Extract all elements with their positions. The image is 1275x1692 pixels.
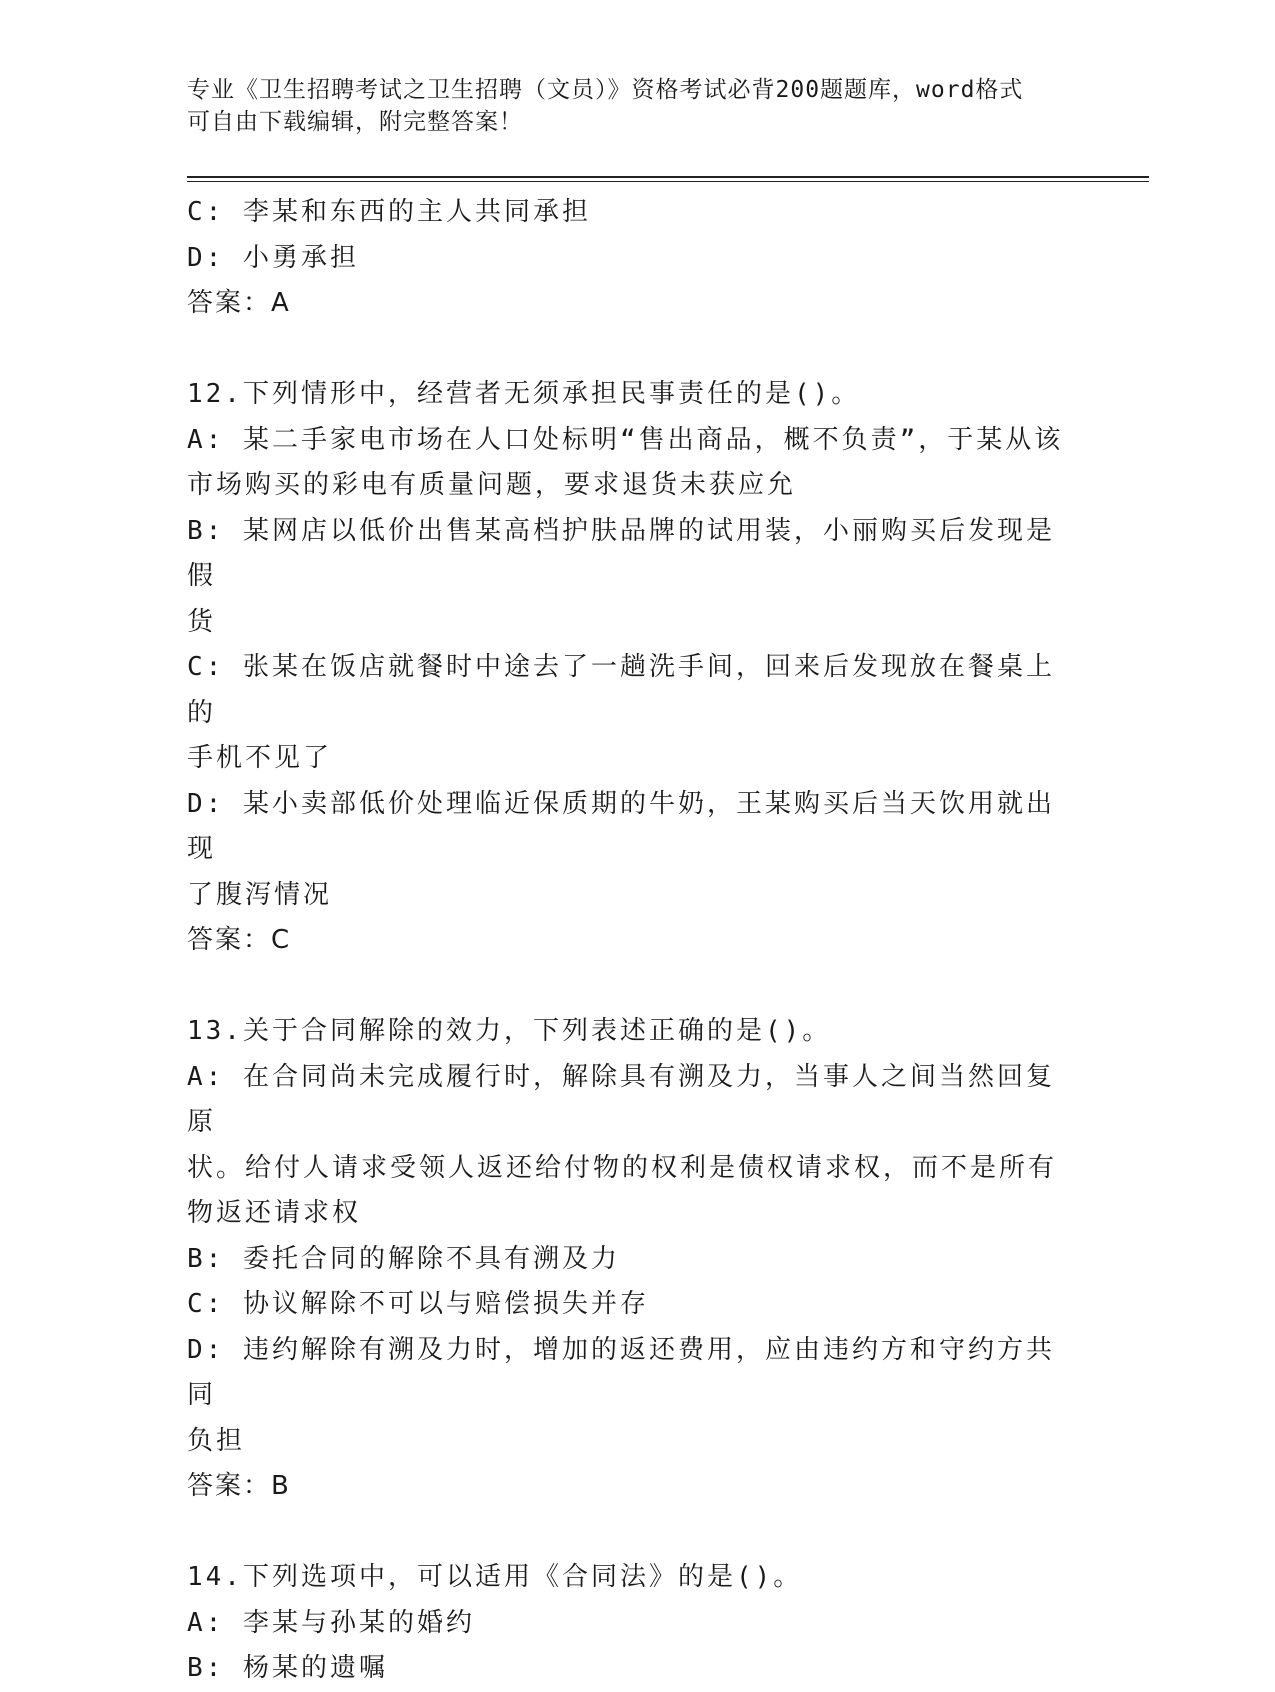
q12-answer: 答案：C — [187, 925, 292, 955]
spacer — [187, 327, 1072, 373]
q11-answer: 答案：A — [187, 288, 291, 318]
q13-question: 13.关于合同解除的效力，下列表述正确的是()。 — [187, 1016, 832, 1046]
question-14 — [187, 1555, 1072, 1692]
q12-option-c-line-2: 手机不见了 — [187, 743, 333, 773]
spacer — [187, 1510, 1072, 1556]
q12-option-a-line-2: 市场购买的彩电有质量问题，要求退货未获应允 — [187, 470, 797, 500]
q13-option-d-line-2: 负担 — [187, 1425, 246, 1456]
q13-option-b: B: 委托合同的解除不具有溯及力 — [187, 1243, 620, 1274]
spacer — [187, 964, 1072, 1010]
q13-answer: 答案：B — [187, 1471, 291, 1501]
header-line-2: 可自由下载编辑，附完整答案！ — [187, 109, 523, 135]
question-12 — [187, 372, 1072, 964]
header-divider-thin — [187, 181, 1149, 182]
q12-option-a-line-1: A: 某二手家电市场在人口处标明“售出商品，概不负责”，于某从该 — [187, 424, 1064, 455]
header-line-1: 专业《卫生招聘考试之卫生招聘（文员）》资格考试必背200题题库，word格式 — [187, 77, 1024, 103]
q12-option-b-line-1: B: 某网店以低价出售某高档护肤品牌的试用装，小丽购买后发现是假 — [187, 515, 1055, 591]
question-content — [187, 190, 1072, 1692]
q14-option-b: B: 杨某的遗嘱 — [187, 1653, 388, 1683]
q12-option-c-line-1: C: 张某在饭店就餐时中途去了一趟洗手间，回来后发现放在餐桌上的 — [187, 652, 1055, 728]
q14-question: 14.下列选项中，可以适用《合同法》的是()。 — [187, 1562, 803, 1592]
q12-option-b-line-2: 货 — [187, 606, 217, 637]
q11-option-d: D: 小勇承担 — [187, 242, 359, 273]
q13-option-a-line-2: 状。给付人请求受领人返还给付物的权利是债权请求权，而不是所有 — [187, 1152, 1058, 1183]
q14-option-a: A: 李某与孙某的婚约 — [187, 1607, 475, 1638]
question-13 — [187, 1009, 1072, 1510]
header-divider-thick — [187, 176, 1149, 178]
question-11-tail — [187, 190, 1072, 327]
q12-option-d-line-1: D: 某小卖部低价处理临近保质期的牛奶，王某购买后当天饮用就出现 — [187, 788, 1055, 864]
q13-option-a-line-3: 物返还请求权 — [187, 1198, 362, 1228]
q12-option-d-line-2: 了腹泻情况 — [187, 879, 333, 910]
q11-option-c: C: 李某和东西的主人共同承担 — [187, 197, 591, 227]
document-header — [187, 74, 1067, 138]
q13-option-a-line-1: A: 在合同尚未完成履行时，解除具有溯及力，当事人之间当然回复原 — [187, 1061, 1055, 1137]
q13-option-d-line-1: D: 违约解除有溯及力时，增加的返还费用，应由违约方和守约方共同 — [187, 1334, 1055, 1410]
q13-option-c: C: 协议解除不可以与赔偿损失并存 — [187, 1289, 649, 1319]
q12-question: 12.下列情形中，经营者无须承担民事责任的是()。 — [187, 379, 861, 409]
